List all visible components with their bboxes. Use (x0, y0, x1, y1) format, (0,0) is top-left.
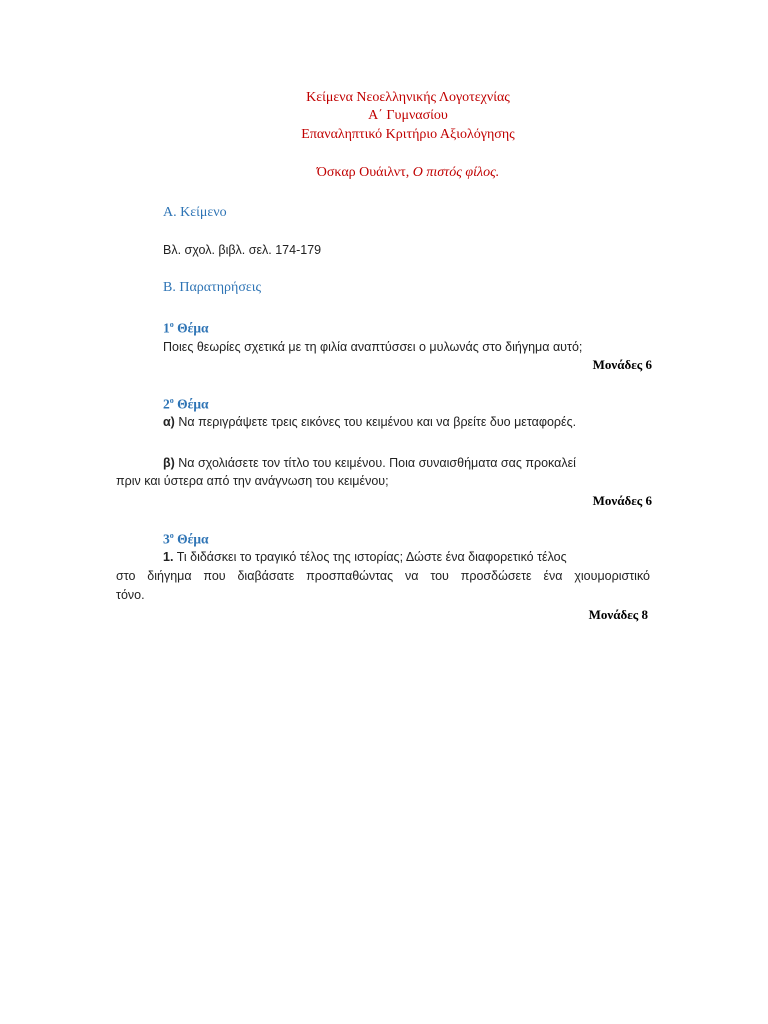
theme-2-label: Θέμα (177, 396, 209, 412)
theme-2-question-a (163, 415, 576, 429)
theme-3-units: Μονάδες 8 (588, 607, 648, 622)
theme-3-q-line1: Τι διδάσκει το τραγικό τέλος της ιστορίας; Δώστε ένα διαφορετικό τέλος (176, 550, 567, 564)
document-title: Κείμενα Νεοελληνικής Λογοτεχνίας (306, 90, 510, 105)
theme-3-number: 3 (163, 531, 170, 547)
work-reference (0, 165, 768, 181)
theme-1-number: 1 (163, 320, 170, 336)
theme-1-heading (163, 320, 209, 337)
theme-3-q-line2: στο διήγημα που διαβάσατε προσπαθώντας να του προσδώσετε ένα χιουμοριστικό (116, 569, 650, 583)
theme-3-heading (163, 531, 209, 548)
theme-3-label: Θέμα (177, 531, 209, 547)
theme-3-ordinal: ο (169, 531, 174, 540)
document-subtitle: Επαναληπτικό Κριτήριο Αξιολόγησης (301, 127, 515, 142)
work-title: Ο πιστός φίλος. (412, 165, 500, 180)
theme-3-question-line1 (163, 550, 650, 564)
section-a-text: Βλ. σχολ. βιβλ. σελ. 174-179 (163, 243, 322, 257)
author-name: Όσκαρ Ουάιλντ, (316, 165, 410, 180)
theme-1-ordinal: ο (169, 320, 174, 329)
theme-1-question: Ποιες θεωρίες σχετικά με τη φιλία αναπτύσσει ο μυλωνάς στο διήγημα αυτό; (163, 340, 583, 354)
theme-2-ordinal: ο (169, 396, 174, 405)
section-b-heading: Β. Παρατηρήσεις (163, 280, 262, 295)
theme-2-question-b-line1 (163, 456, 650, 470)
document-class: Α΄ Γυμνασίου (368, 108, 448, 123)
theme-3-q-line3: τόνο. (116, 588, 145, 602)
theme-1-label: Θέμα (177, 320, 209, 336)
theme-2-a-marker: α) (163, 415, 175, 429)
theme-2-units: Μονάδες 6 (592, 493, 652, 508)
theme-2-b-marker: β) (163, 456, 175, 470)
theme-1-units: Μονάδες 6 (592, 357, 652, 372)
theme-2-number: 2 (163, 396, 170, 412)
theme-2-b-text-line2: πριν και ύστερα από την ανάγνωση του κειμένου; (116, 474, 389, 488)
theme-2-b-text-line1: Να σχολιάσετε τον τίτλο του κειμένου. Ποια συναισθήματα σας προκαλεί (178, 456, 576, 470)
theme-2-a-text: Να περιγράψετε τρεις εικόνες του κειμένου και να βρείτε δυο μεταφορές. (178, 415, 577, 429)
theme-2-heading (163, 396, 209, 413)
theme-3-q-marker: 1. (163, 550, 174, 564)
section-a-heading: Α. Κείμενο (163, 205, 227, 220)
